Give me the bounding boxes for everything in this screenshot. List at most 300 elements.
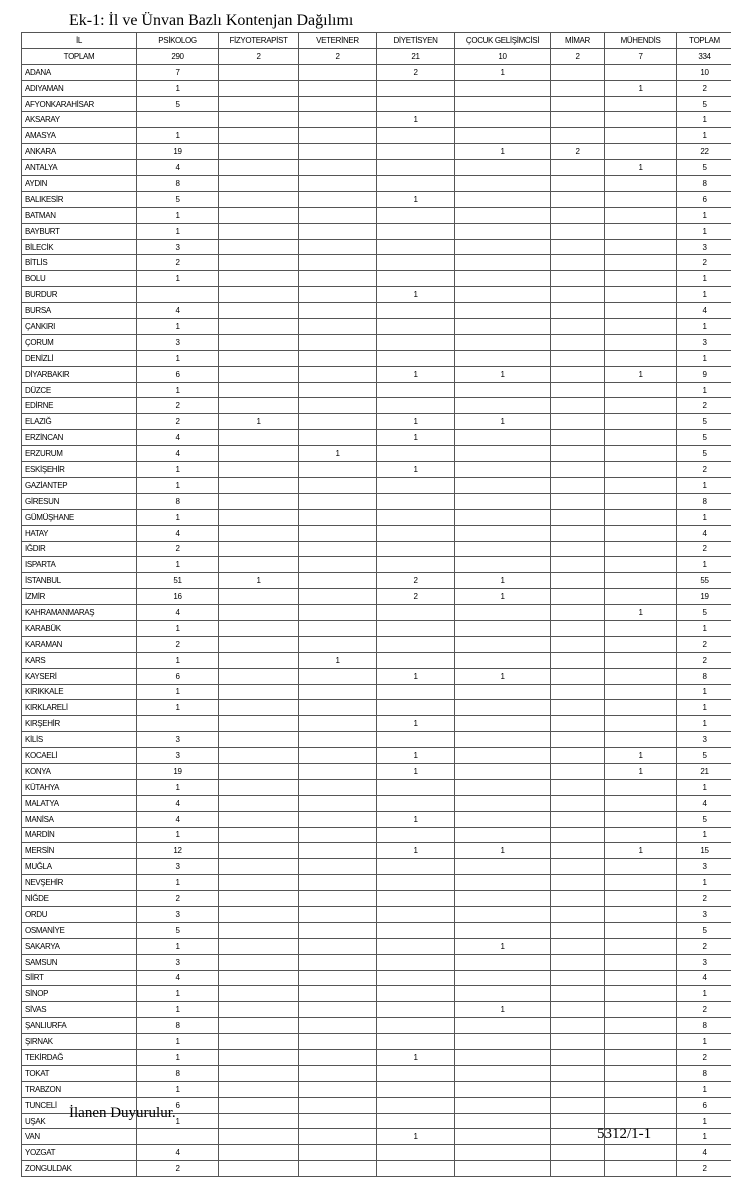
psikolog-count: 1 — [137, 938, 219, 954]
diyetisyen-count: 1 — [377, 1050, 455, 1066]
cocuk-gelisimcisi-count — [455, 191, 551, 207]
diyetisyen-count — [377, 986, 455, 1002]
diyetisyen-count — [377, 223, 455, 239]
cocuk-gelisimcisi-count — [455, 112, 551, 128]
toplam-count: 10 — [677, 64, 731, 80]
table-row — [22, 398, 731, 414]
psikolog-count: 1 — [137, 207, 219, 223]
cocuk-gelisimcisi-count — [455, 128, 551, 144]
muhendis-count — [605, 303, 677, 319]
diyetisyen-count — [377, 96, 455, 112]
cocuk-gelisimcisi-count — [455, 620, 551, 636]
province-name: AYDIN — [22, 176, 137, 192]
mimar-count — [551, 684, 605, 700]
province-name: ADIYAMAN — [22, 80, 137, 96]
diyetisyen-count — [377, 271, 455, 287]
muhendis-count — [605, 64, 677, 80]
veteriner-count — [299, 319, 377, 335]
table-row — [22, 509, 731, 525]
psikolog-count: 5 — [137, 191, 219, 207]
fizyoterapist-count — [219, 1081, 299, 1097]
mimar-count — [551, 382, 605, 398]
total-muhendis: 7 — [605, 48, 677, 64]
table-row — [22, 176, 731, 192]
veteriner-count — [299, 1145, 377, 1161]
diyetisyen-count: 1 — [377, 366, 455, 382]
toplam-count: 4 — [677, 525, 731, 541]
muhendis-count — [605, 1018, 677, 1034]
veteriner-count — [299, 303, 377, 319]
veteriner-count — [299, 922, 377, 938]
psikolog-count — [137, 112, 219, 128]
psikolog-count: 4 — [137, 795, 219, 811]
mimar-count — [551, 605, 605, 621]
cocuk-gelisimcisi-count — [455, 922, 551, 938]
toplam-count: 2 — [677, 462, 731, 478]
cocuk-gelisimcisi-count — [455, 80, 551, 96]
psikolog-count: 6 — [137, 366, 219, 382]
diyetisyen-count — [377, 1113, 455, 1129]
veteriner-count — [299, 891, 377, 907]
toplam-count: 2 — [677, 938, 731, 954]
diyetisyen-count — [377, 509, 455, 525]
toplam-count: 5 — [677, 414, 731, 430]
header-muhendis: MÜHENDİS — [605, 33, 677, 49]
fizyoterapist-count — [219, 1002, 299, 1018]
province-name: SAMSUN — [22, 954, 137, 970]
veteriner-count — [299, 668, 377, 684]
province-name: YOZGAT — [22, 1145, 137, 1161]
mimar-count — [551, 1161, 605, 1177]
province-name: TRABZON — [22, 1081, 137, 1097]
toplam-count: 2 — [677, 80, 731, 96]
province-name: DİYARBAKIR — [22, 366, 137, 382]
table-row — [22, 350, 731, 366]
table-row — [22, 207, 731, 223]
veteriner-count — [299, 875, 377, 891]
mimar-count — [551, 748, 605, 764]
psikolog-count: 1 — [137, 1002, 219, 1018]
toplam-count: 5 — [677, 922, 731, 938]
province-name: ŞIRNAK — [22, 1034, 137, 1050]
table-row — [22, 779, 731, 795]
diyetisyen-count — [377, 446, 455, 462]
province-name: ERZİNCAN — [22, 430, 137, 446]
diyetisyen-count — [377, 334, 455, 350]
cocuk-gelisimcisi-count — [455, 891, 551, 907]
mimar-count — [551, 970, 605, 986]
fizyoterapist-count — [219, 160, 299, 176]
toplam-count: 5 — [677, 430, 731, 446]
cocuk-gelisimcisi-count — [455, 382, 551, 398]
veteriner-count — [299, 732, 377, 748]
province-name: MUĞLA — [22, 859, 137, 875]
fizyoterapist-count — [219, 223, 299, 239]
diyetisyen-count — [377, 176, 455, 192]
cocuk-gelisimcisi-count — [455, 462, 551, 478]
cocuk-gelisimcisi-count — [455, 176, 551, 192]
fizyoterapist-count — [219, 334, 299, 350]
muhendis-count — [605, 986, 677, 1002]
psikolog-count: 4 — [137, 811, 219, 827]
mimar-count — [551, 366, 605, 382]
table-row — [22, 732, 731, 748]
toplam-count: 2 — [677, 541, 731, 557]
veteriner-count — [299, 1113, 377, 1129]
mimar-count — [551, 477, 605, 493]
veteriner-count — [299, 493, 377, 509]
muhendis-count — [605, 652, 677, 668]
cocuk-gelisimcisi-count — [455, 541, 551, 557]
province-name: ANTALYA — [22, 160, 137, 176]
cocuk-gelisimcisi-count — [455, 1050, 551, 1066]
muhendis-count — [605, 144, 677, 160]
psikolog-count: 1 — [137, 319, 219, 335]
muhendis-count — [605, 811, 677, 827]
province-name: BİTLİS — [22, 255, 137, 271]
toplam-count: 1 — [677, 620, 731, 636]
toplam-count: 2 — [677, 652, 731, 668]
fizyoterapist-count — [219, 64, 299, 80]
header-psikolog: PSİKOLOG — [137, 33, 219, 49]
table-row — [22, 763, 731, 779]
cocuk-gelisimcisi-count — [455, 1065, 551, 1081]
diyetisyen-count — [377, 80, 455, 96]
psikolog-count: 8 — [137, 176, 219, 192]
province-name: KONYA — [22, 763, 137, 779]
veteriner-count — [299, 287, 377, 303]
diyetisyen-count — [377, 525, 455, 541]
fizyoterapist-count — [219, 954, 299, 970]
diyetisyen-count: 1 — [377, 191, 455, 207]
psikolog-count: 1 — [137, 350, 219, 366]
fizyoterapist-count — [219, 589, 299, 605]
veteriner-count — [299, 716, 377, 732]
fizyoterapist-count — [219, 80, 299, 96]
psikolog-count: 7 — [137, 64, 219, 80]
muhendis-count — [605, 1050, 677, 1066]
fizyoterapist-count — [219, 779, 299, 795]
table-row — [22, 239, 731, 255]
muhendis-count — [605, 271, 677, 287]
veteriner-count — [299, 779, 377, 795]
cocuk-gelisimcisi-count — [455, 779, 551, 795]
toplam-count: 3 — [677, 859, 731, 875]
toplam-count: 1 — [677, 223, 731, 239]
diyetisyen-count — [377, 906, 455, 922]
province-name: TEKİRDAĞ — [22, 1050, 137, 1066]
veteriner-count — [299, 954, 377, 970]
fizyoterapist-count — [219, 176, 299, 192]
table-row — [22, 636, 731, 652]
table-row — [22, 1161, 731, 1177]
diyetisyen-count — [377, 541, 455, 557]
fizyoterapist-count — [219, 986, 299, 1002]
table-row — [22, 700, 731, 716]
table-row — [22, 811, 731, 827]
mimar-count — [551, 891, 605, 907]
mimar-count — [551, 334, 605, 350]
muhendis-count — [605, 1097, 677, 1113]
table-row — [22, 1002, 731, 1018]
total-cocuk-gelisimcisi: 10 — [455, 48, 551, 64]
table-row — [22, 986, 731, 1002]
toplam-count: 1 — [677, 207, 731, 223]
muhendis-count — [605, 1161, 677, 1177]
psikolog-count: 4 — [137, 303, 219, 319]
muhendis-count — [605, 112, 677, 128]
fizyoterapist-count — [219, 1034, 299, 1050]
muhendis-count — [605, 1002, 677, 1018]
province-name: ÇORUM — [22, 334, 137, 350]
muhendis-count — [605, 684, 677, 700]
mimar-count — [551, 128, 605, 144]
psikolog-count: 2 — [137, 398, 219, 414]
table-row — [22, 620, 731, 636]
mimar-count — [551, 986, 605, 1002]
muhendis-count — [605, 795, 677, 811]
toplam-count: 2 — [677, 398, 731, 414]
fizyoterapist-count — [219, 636, 299, 652]
toplam-count: 2 — [677, 1161, 731, 1177]
psikolog-count: 2 — [137, 255, 219, 271]
mimar-count — [551, 191, 605, 207]
muhendis-count — [605, 859, 677, 875]
cocuk-gelisimcisi-count: 1 — [455, 366, 551, 382]
mimar-count — [551, 875, 605, 891]
toplam-count: 1 — [677, 700, 731, 716]
mimar-count — [551, 1034, 605, 1050]
cocuk-gelisimcisi-count — [455, 748, 551, 764]
muhendis-count — [605, 541, 677, 557]
mimar-count — [551, 795, 605, 811]
psikolog-count: 1 — [137, 128, 219, 144]
cocuk-gelisimcisi-count — [455, 986, 551, 1002]
psikolog-count: 1 — [137, 80, 219, 96]
table-row — [22, 144, 731, 160]
mimar-count — [551, 112, 605, 128]
psikolog-count: 3 — [137, 954, 219, 970]
muhendis-count — [605, 414, 677, 430]
table-row — [22, 954, 731, 970]
cocuk-gelisimcisi-count — [455, 636, 551, 652]
province-name: ORDU — [22, 906, 137, 922]
cocuk-gelisimcisi-count — [455, 557, 551, 573]
mimar-count — [551, 954, 605, 970]
psikolog-count: 1 — [137, 223, 219, 239]
table-row — [22, 668, 731, 684]
province-name: GİRESUN — [22, 493, 137, 509]
cocuk-gelisimcisi-count: 1 — [455, 414, 551, 430]
muhendis-count — [605, 716, 677, 732]
toplam-count: 1 — [677, 319, 731, 335]
fizyoterapist-count — [219, 684, 299, 700]
veteriner-count — [299, 811, 377, 827]
diyetisyen-count: 1 — [377, 430, 455, 446]
province-name: MARDİN — [22, 827, 137, 843]
diyetisyen-count — [377, 160, 455, 176]
diyetisyen-count: 1 — [377, 1129, 455, 1145]
fizyoterapist-count — [219, 748, 299, 764]
veteriner-count: 1 — [299, 446, 377, 462]
toplam-count: 1 — [677, 382, 731, 398]
mimar-count — [551, 350, 605, 366]
fizyoterapist-count — [219, 620, 299, 636]
cocuk-gelisimcisi-count — [455, 1161, 551, 1177]
cocuk-gelisimcisi-count — [455, 763, 551, 779]
muhendis-count — [605, 557, 677, 573]
mimar-count — [551, 827, 605, 843]
fizyoterapist-count — [219, 493, 299, 509]
cocuk-gelisimcisi-count — [455, 96, 551, 112]
fizyoterapist-count — [219, 906, 299, 922]
psikolog-count: 6 — [137, 668, 219, 684]
muhendis-count — [605, 891, 677, 907]
mimar-count — [551, 525, 605, 541]
veteriner-count — [299, 986, 377, 1002]
diyetisyen-count: 1 — [377, 763, 455, 779]
psikolog-count: 6 — [137, 1097, 219, 1113]
cocuk-gelisimcisi-count — [455, 255, 551, 271]
table-row — [22, 906, 731, 922]
province-name: NİĞDE — [22, 891, 137, 907]
total-row-label: TOPLAM — [22, 48, 137, 64]
cocuk-gelisimcisi-count: 1 — [455, 1002, 551, 1018]
diyetisyen-count: 1 — [377, 414, 455, 430]
mimar-count — [551, 700, 605, 716]
table-row — [22, 191, 731, 207]
footer-note: İlanen Duyurulur. — [69, 1105, 176, 1122]
muhendis-count — [605, 446, 677, 462]
table-row — [22, 1050, 731, 1066]
veteriner-count — [299, 128, 377, 144]
toplam-count: 1 — [677, 271, 731, 287]
muhendis-count — [605, 509, 677, 525]
province-name: BOLU — [22, 271, 137, 287]
muhendis-count: 1 — [605, 160, 677, 176]
muhendis-count — [605, 636, 677, 652]
psikolog-count: 19 — [137, 144, 219, 160]
cocuk-gelisimcisi-count — [455, 1129, 551, 1145]
mimar-count — [551, 96, 605, 112]
muhendis-count — [605, 700, 677, 716]
muhendis-count — [605, 1065, 677, 1081]
psikolog-count: 1 — [137, 477, 219, 493]
cocuk-gelisimcisi-count: 1 — [455, 144, 551, 160]
table-row — [22, 96, 731, 112]
toplam-count: 3 — [677, 906, 731, 922]
table-row — [22, 541, 731, 557]
veteriner-count — [299, 573, 377, 589]
table-row — [22, 716, 731, 732]
header-cocuk-gelisimcisi: ÇOCUK GELİŞİMCİSİ — [455, 33, 551, 49]
fizyoterapist-count — [219, 382, 299, 398]
muhendis-count — [605, 334, 677, 350]
table-row — [22, 287, 731, 303]
toplam-count: 2 — [677, 891, 731, 907]
mimar-count — [551, 207, 605, 223]
mimar-count — [551, 557, 605, 573]
cocuk-gelisimcisi-count — [455, 350, 551, 366]
table-row — [22, 795, 731, 811]
table-row — [22, 477, 731, 493]
veteriner-count — [299, 795, 377, 811]
fizyoterapist-count — [219, 668, 299, 684]
fizyoterapist-count — [219, 525, 299, 541]
muhendis-count — [605, 732, 677, 748]
veteriner-count — [299, 763, 377, 779]
veteriner-count — [299, 541, 377, 557]
cocuk-gelisimcisi-count — [455, 430, 551, 446]
toplam-count: 1 — [677, 779, 731, 795]
province-name: KOCAELİ — [22, 748, 137, 764]
page-title: Ek-1: İl ve Ünvan Bazlı Kontenjan Dağılımı — [69, 12, 353, 30]
muhendis-count: 1 — [605, 366, 677, 382]
mimar-count — [551, 319, 605, 335]
table-row — [22, 843, 731, 859]
province-name: SAKARYA — [22, 938, 137, 954]
mimar-count: 2 — [551, 144, 605, 160]
diyetisyen-count — [377, 557, 455, 573]
province-name: KÜTAHYA — [22, 779, 137, 795]
cocuk-gelisimcisi-count — [455, 859, 551, 875]
veteriner-count — [299, 80, 377, 96]
diyetisyen-count — [377, 128, 455, 144]
mimar-count — [551, 493, 605, 509]
psikolog-count — [137, 287, 219, 303]
muhendis-count — [605, 493, 677, 509]
cocuk-gelisimcisi-count — [455, 446, 551, 462]
cocuk-gelisimcisi-count — [455, 239, 551, 255]
diyetisyen-count: 1 — [377, 112, 455, 128]
psikolog-count: 3 — [137, 748, 219, 764]
province-name: KAYSERİ — [22, 668, 137, 684]
psikolog-count: 1 — [137, 684, 219, 700]
total-psikolog: 290 — [137, 48, 219, 64]
fizyoterapist-count — [219, 557, 299, 573]
psikolog-count: 3 — [137, 334, 219, 350]
mimar-count — [551, 414, 605, 430]
cocuk-gelisimcisi-count — [455, 732, 551, 748]
mimar-count — [551, 843, 605, 859]
table-row — [22, 859, 731, 875]
diyetisyen-count — [377, 493, 455, 509]
total-diyetisyen: 21 — [377, 48, 455, 64]
muhendis-count — [605, 906, 677, 922]
province-name: AMASYA — [22, 128, 137, 144]
cocuk-gelisimcisi-count — [455, 334, 551, 350]
mimar-count — [551, 763, 605, 779]
table-row — [22, 319, 731, 335]
toplam-count: 1 — [677, 350, 731, 366]
fizyoterapist-count — [219, 732, 299, 748]
toplam-count: 4 — [677, 970, 731, 986]
mimar-count — [551, 620, 605, 636]
mimar-count — [551, 398, 605, 414]
province-name: MALATYA — [22, 795, 137, 811]
mimar-count — [551, 271, 605, 287]
veteriner-count — [299, 1018, 377, 1034]
psikolog-count: 2 — [137, 414, 219, 430]
veteriner-count — [299, 605, 377, 621]
province-name: BURDUR — [22, 287, 137, 303]
veteriner-count — [299, 430, 377, 446]
toplam-count: 1 — [677, 875, 731, 891]
cocuk-gelisimcisi-count — [455, 160, 551, 176]
cocuk-gelisimcisi-count — [455, 509, 551, 525]
cocuk-gelisimcisi-count — [455, 271, 551, 287]
veteriner-count — [299, 1097, 377, 1113]
